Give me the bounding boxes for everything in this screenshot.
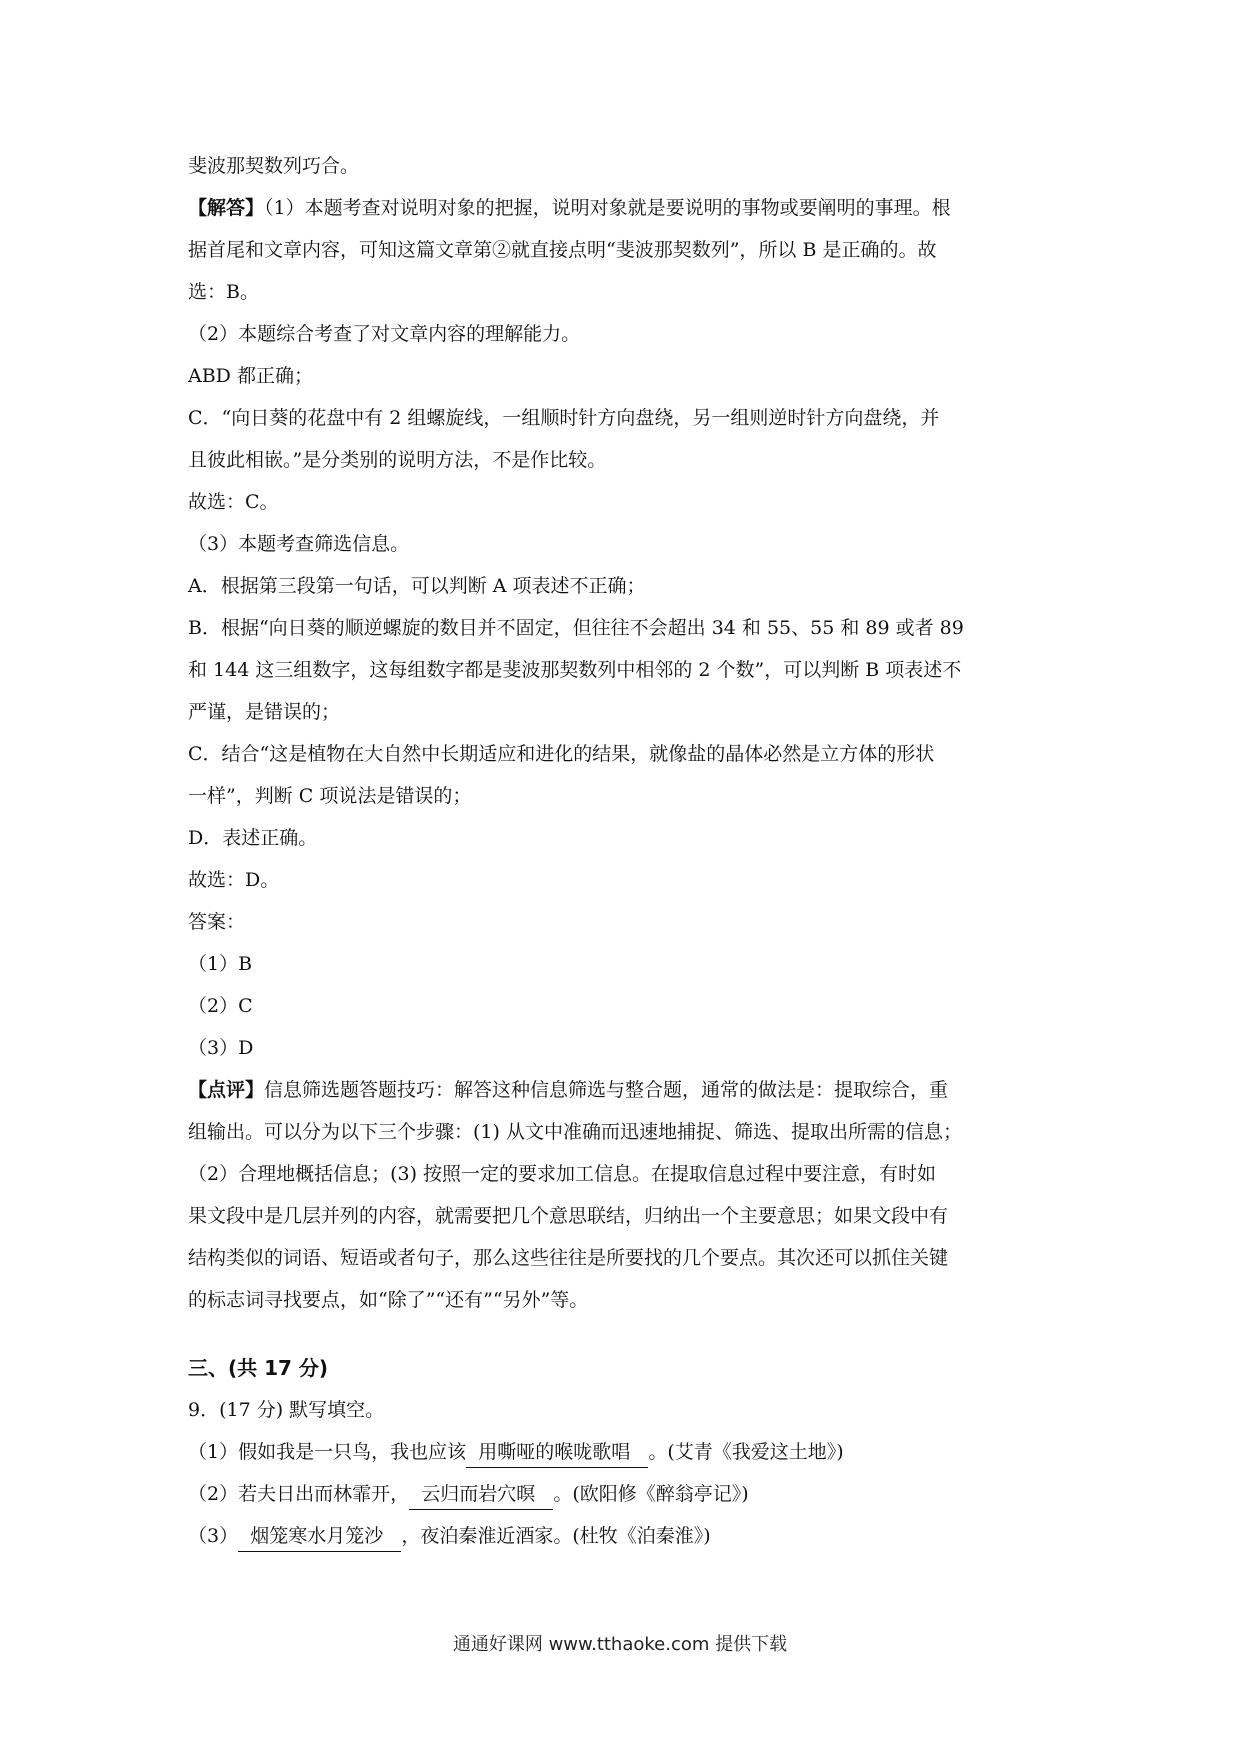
text-line: 选：B。 [188, 281, 259, 303]
fill-item [188, 1431, 1058, 1473]
text-line: D．表述正确。 [188, 827, 318, 849]
page-footer: 通通好课网 www.tthaoke.com 提供下载 [452, 1634, 788, 1655]
comment-text: 信息筛选题答题技巧：解答这种信息筛选与整合题，通常的做法是：提取综合，重 [264, 1079, 949, 1101]
fill-item-answer: 用嘶哑的喉咙歌唱 [466, 1437, 648, 1468]
fill-item-answer: 云归而岩穴暝 [409, 1479, 553, 1510]
text-line: C．结合“这是植物在大自然中长期适应和进化的结果，就像盐的晶体必然是立方体的形状 [188, 743, 935, 765]
text-line: 结构类似的词语、短语或者句子，那么这些往往是所要找的几个要点。其次还可以抓住关键 [188, 1247, 949, 1269]
text-line: ABD 都正确； [188, 365, 313, 387]
answer-text: （1）本题考查对说明对象的把握，说明对象就是要说明的事物或要阐明的事理。根 [264, 197, 951, 219]
fill-item [188, 1473, 1058, 1515]
text-line: 果文段中是几层并列的内容，就需要把几个意思联结，归纳出一个主要意思；如果文段中有 [188, 1205, 949, 1227]
text-line: 严谨，是错误的； [188, 701, 341, 723]
fill-item-prompt: （2）若夫日出而林霏开， [188, 1483, 410, 1505]
text-line: 故选：C。 [188, 491, 279, 513]
text-line: （3）本题考查筛选信息。 [188, 533, 410, 555]
comment-line [188, 1069, 1058, 1111]
answer-label: 【解答】 [188, 197, 265, 219]
fill-item-answer: 烟笼寒水月笼沙 [238, 1521, 401, 1552]
text-line: 且彼此相嵌。”是分类别的说明方法，不是作比较。 [188, 449, 607, 471]
text-line: 和 144 这三组数字，这每组数字都是斐波那契数列中相邻的 2 个数”，可以判断 B 项表述不 [188, 659, 962, 681]
text-line: 故选：D。 [188, 869, 280, 891]
fill-item-source: 。(欧阳修《醉翁亭记》) [553, 1483, 749, 1505]
document-body [188, 145, 1058, 1557]
text-line: C．“向日葵的花盘中有 2 组螺旋线，一组顺时针方向盘绕，另一组则逆时针方向盘绕，并 [188, 407, 940, 429]
answer-line [188, 187, 1058, 229]
fill-item-source: ，夜泊秦淮近酒家。(杜牧《泊秦淮》) [401, 1525, 711, 1547]
question-line: 9．(17 分) 默写填空。 [188, 1399, 385, 1421]
text-line: 组输出。可以分为以下三个步骤：(1) 从文中准确而迅速地捕捉、筛选、提取出所需的信息； [188, 1121, 962, 1143]
text-line: （2）合理地概括信息；(3) 按照一定的要求加工信息。在提取信息过程中要注意，有时如 [188, 1163, 937, 1185]
fill-item-prompt: （1）假如我是一只鸟，我也应该 [188, 1441, 467, 1463]
text-line: B．根据“向日葵的顺逆螺旋的数目并不固定，但往往不会超出 34 和 55、55 和 89 或者 89 [188, 617, 964, 639]
text-line: （1）B [188, 953, 253, 975]
text-line: （3）D [188, 1037, 254, 1059]
fill-item-prompt: （3） [188, 1525, 239, 1547]
comment-label: 【点评】 [188, 1079, 265, 1101]
text-line: 一样”，判断 C 项说法是错误的； [188, 785, 472, 807]
text-line: 答案： [188, 911, 246, 933]
text-line: 斐波那契数列巧合。 [188, 155, 360, 177]
fill-item-source: 。(艾青《我爱这土地》) [648, 1441, 844, 1463]
text-line: 据首尾和文章内容，可知这篇文章第②就直接点明“斐波那契数列”，所以 B 是正确的。故 [188, 239, 937, 261]
text-line: 的标志词寻找要点，如“除了”“还有”“另外”等。 [188, 1289, 589, 1311]
fill-item [188, 1515, 1058, 1557]
text-line: A．根据第三段第一句话，可以判断 A 项表述不正确； [188, 575, 646, 597]
text-line: （2）本题综合考查了对文章内容的理解能力。 [188, 323, 581, 345]
text-line: （2）C [188, 995, 253, 1017]
section-title: 三、(共 17 分) [188, 1356, 329, 1380]
